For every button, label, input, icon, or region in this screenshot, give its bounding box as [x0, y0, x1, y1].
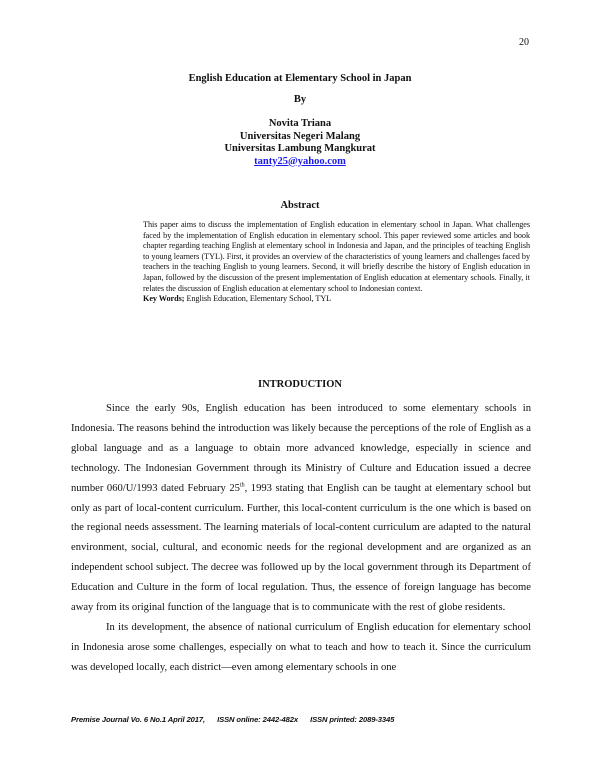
- page-number: 20: [519, 37, 529, 48]
- paragraph-1: [71, 399, 531, 618]
- footer-issn-printed: ISSN printed: 2089-3345: [310, 715, 395, 724]
- keywords-line: [143, 294, 530, 305]
- page-footer: [71, 715, 404, 724]
- abstract-heading: Abstract: [280, 200, 320, 211]
- introduction-body: [71, 399, 531, 678]
- author-name: Novita Triana: [268, 118, 332, 129]
- keywords-label: Key Words;: [143, 294, 185, 304]
- p1-superscript: th: [239, 482, 245, 489]
- footer-journal: Premise Journal Vo. 6 No.1 April 2017,: [71, 715, 206, 724]
- affiliation-2: Universitas Lambung Mangkurat: [224, 143, 376, 154]
- affiliation-1: Universitas Negeri Malang: [239, 130, 361, 142]
- footer-issn-online: ISSN online: 2442-482x: [217, 715, 299, 724]
- by-label: By: [293, 93, 307, 105]
- paragraph-2: In its development, the absence of national curriculum of English education for elementary school in Indonesia arose some challenges, especially on what to teach and how to teach it. Since the curriculum was developed locally, each district—even among elementary schools in one: [71, 621, 531, 673]
- author-email-link[interactable]: tanty25@yahoo.com: [254, 155, 346, 167]
- p1-text-a: Since the early 90s, English education has been introduced to some elementary schools in Indonesia. The reasons behind the introduction was likely because the perceptions of the role of English as a global language and as a language to obtain more advanced knowledge, especially in science and technology. The Indonesian Government through its Ministry of Culture and Education issued a decree number 060/U/1993 dated February 25: [71, 403, 531, 494]
- paper-title: English Education at Elementary School in Japan: [188, 73, 412, 84]
- keywords-value: English Education, Elementary School, TYL: [186, 294, 332, 304]
- abstract-body: [143, 220, 530, 305]
- p1-text-b: , 1993 stating that English can be taught at elementary school but only as part of local-content curriculum. Further, this local-content curriculum is the one which is based on the regional needs assessment. The learning materials of local-content curriculum are adapted to the natural environment, social, cultural, and economic needs for the regional development and are organized as an independent school subject. The decree was followed up by the local government through its Department of Education and Culture in the form of local regulation. Thus, the essence of foreign language has become away from its original function of the language that is to communicate with the rest of globe residents.: [71, 482, 531, 614]
- introduction-heading: INTRODUCTION: [257, 379, 342, 390]
- title-block: [0, 73, 600, 168]
- abstract-text: This paper aims to discuss the implementation of English education in elementary school in Japan. What challenges faced by the implementation of English education in elementary school. This paper reviewed some articles and book chapter regarding teaching English at elementary school in Indonesia and Japan, and the principles of teaching English to young learners (TYL). First, it provides an overview of the characteristics of young learners and challenges faced by teachers in the teaching English to young learners. Second, it will briefly describe the history of English education in Japan, followed by the discussion of the present implementation of English education at elementary schools. Finally, it relates the discussion of English education at elementary school to Indonesian context.: [143, 220, 530, 293]
